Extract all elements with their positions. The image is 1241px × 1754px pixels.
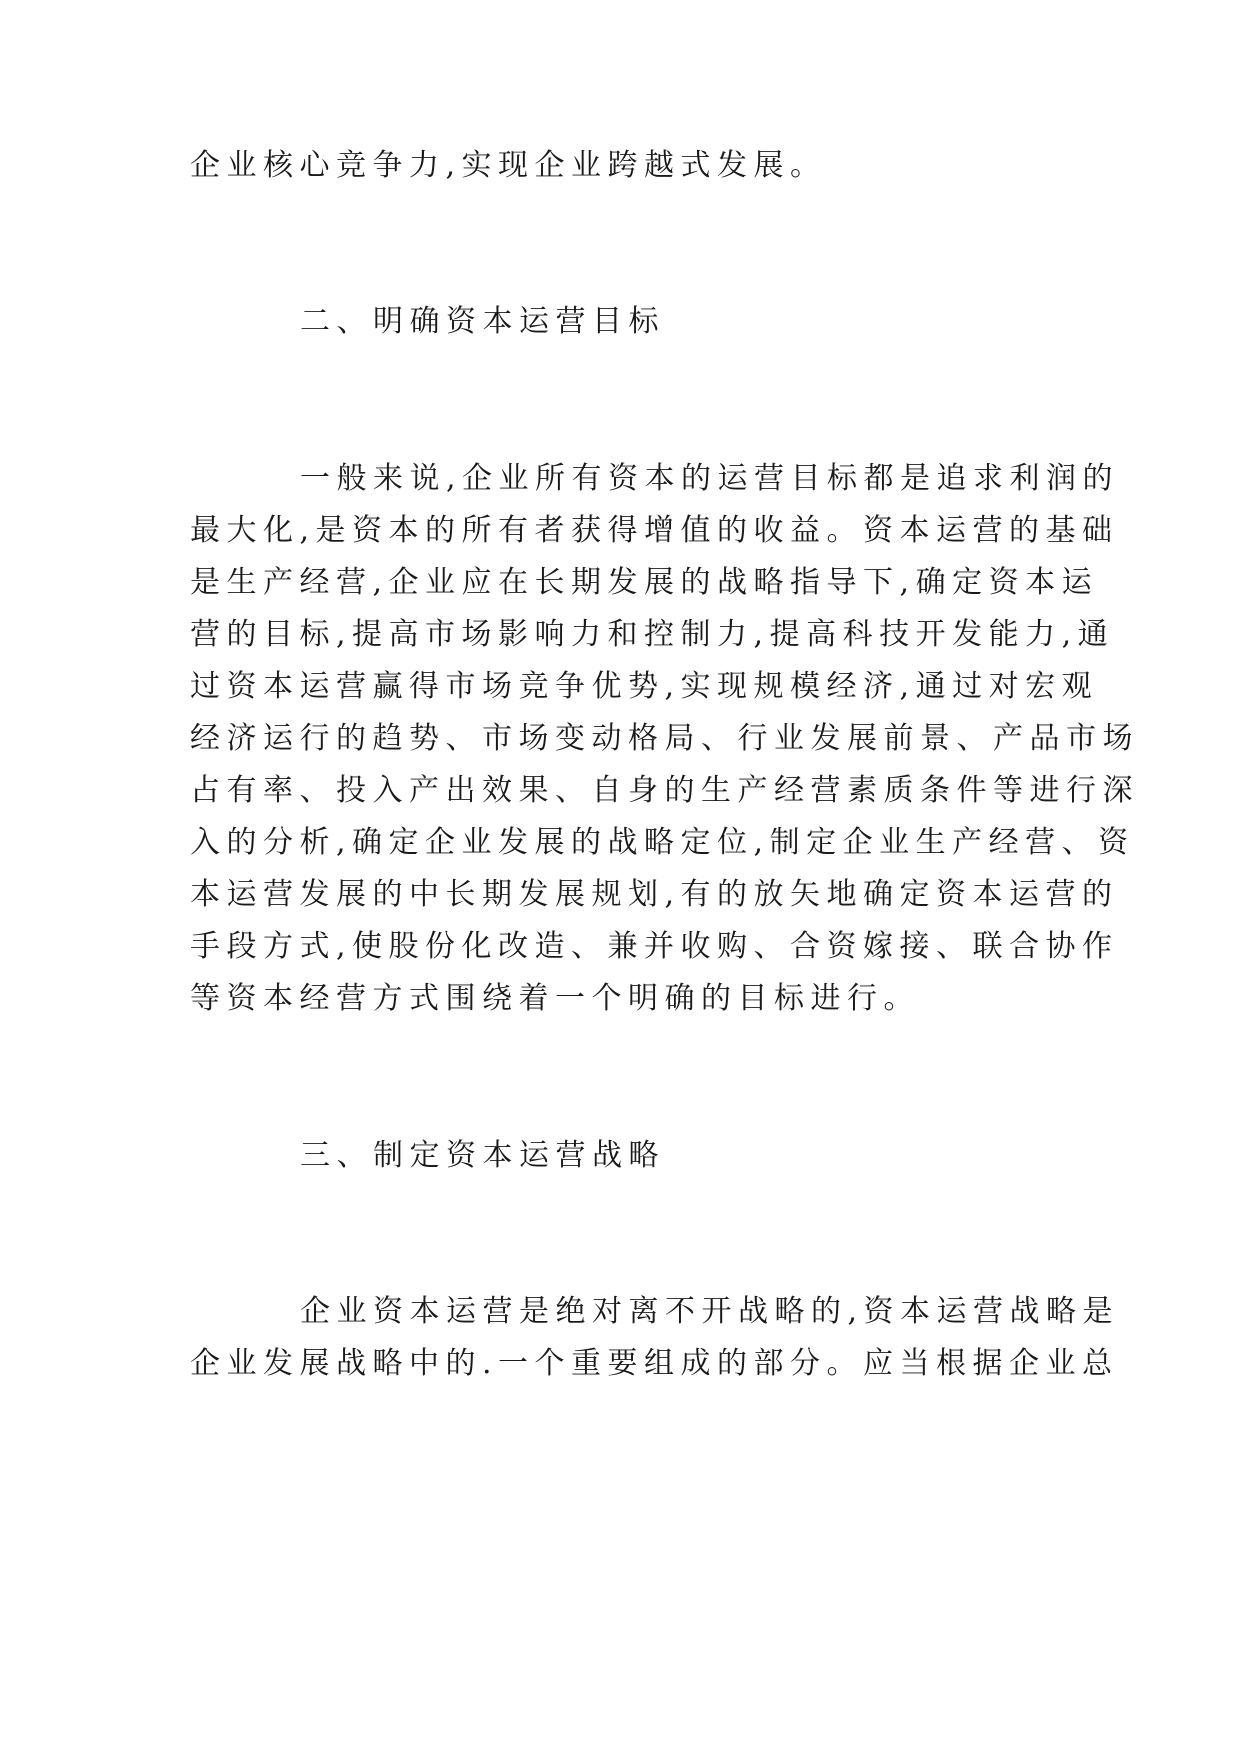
paragraph-line: 最大化,是资本的所有者获得增值的收益。资本运营的基础 [190, 513, 1119, 548]
paragraph-line: 企业发展战略中的.一个重要组成的部分。应当根据企业总 [190, 1346, 1119, 1381]
paragraph-line: 一般来说,企业所有资本的运营目标都是追求利润的 [300, 461, 1120, 496]
paragraph-line: 本运营发展的中长期发展规划,有的放矢地确定资本运营的 [190, 877, 1119, 912]
paragraph-line: 手段方式,使股份化改造、兼并收购、合资嫁接、联合协作 [190, 929, 1119, 964]
paragraph-line: 经济运行的趋势、市场变动格局、行业发展前景、产品市场 [190, 721, 1139, 756]
paragraph-line: 企业资本运营是绝对离不开战略的,资本运营战略是 [300, 1294, 1120, 1329]
paragraph-line: 过资本运营赢得市场竞争优势,实现规模经济,通过对宏观 [190, 669, 1099, 704]
paragraph-line: 入的分析,确定企业发展的战略定位,制定企业生产经营、资 [190, 825, 1135, 860]
paragraph-line: 是生产经营,企业应在长期发展的战略指导下,确定资本运 [190, 565, 1099, 600]
paragraph-line: 营的目标,提高市场影响力和控制力,提高科技开发能力,通 [190, 617, 1115, 652]
section-2-heading: 二、明确资本运营目标 [300, 304, 665, 339]
section-3-heading: 三、制定资本运营战略 [300, 1138, 665, 1173]
paragraph-line: 等资本经营方式围绕着一个明确的目标进行。 [190, 981, 920, 1016]
opening-line: 企业核心竞争力,实现企业跨越式发展。 [190, 148, 827, 183]
paragraph-line: 占有率、投入产出效果、自身的生产经营素质条件等进行深 [190, 773, 1139, 808]
